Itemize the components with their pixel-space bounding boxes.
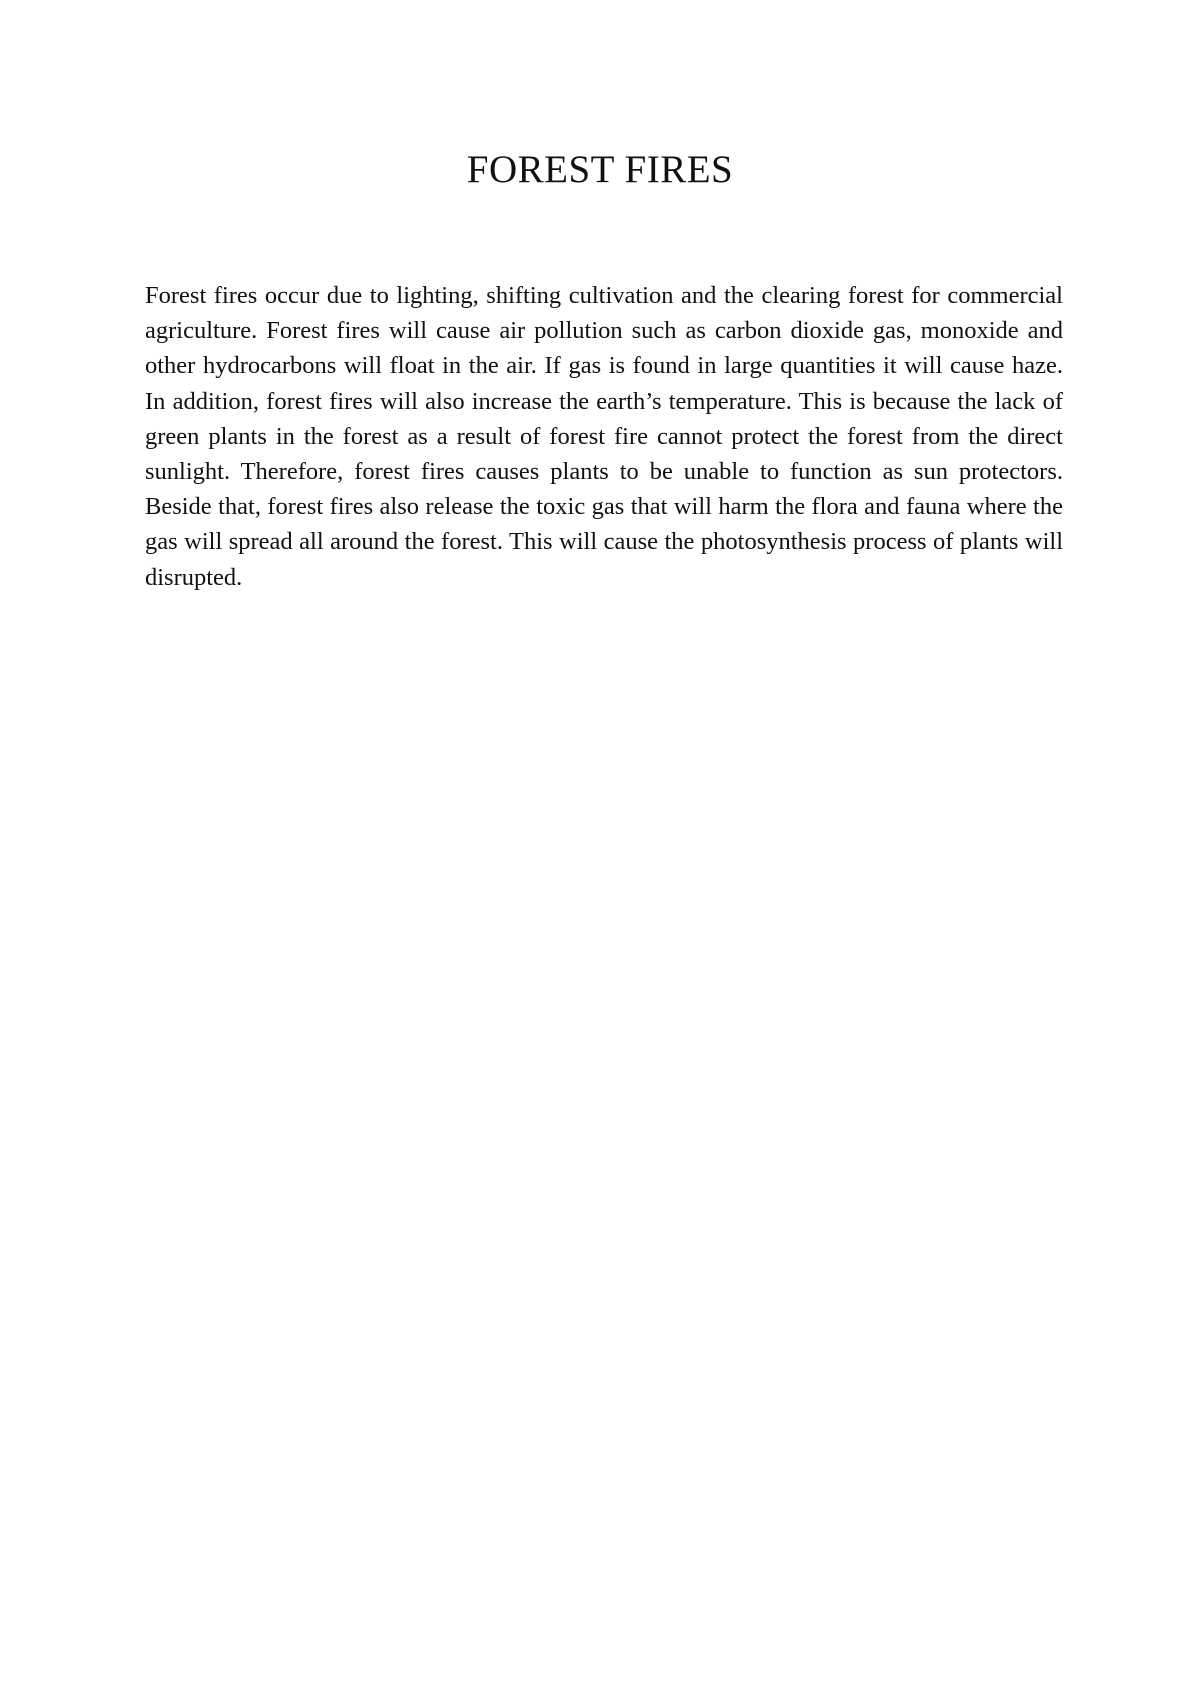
- page-title: FOREST FIRES: [466, 148, 734, 191]
- body-paragraph: Forest fires occur due to lighting, shifting cultivation and the clearing forest for commercial agriculture. Forest fires will cause air pollution such as carbon dioxide gas, monoxide and other hydrocarbons will float in the air. If gas is found in large quantities it will cause haze. In addition, forest fires will also increase the earth’s temperature. This is because the lack of green plants in the forest as a result of forest fire cannot protect the forest from the direct sunlight. Therefore, forest fires causes plants to be unable to function as sun protectors. Beside that, forest fires also release the toxic gas that will harm the flora and fauna where the gas will spread all around the forest. This will cause the photosynthesis process of plants will disrupted.: [145, 282, 1063, 591]
